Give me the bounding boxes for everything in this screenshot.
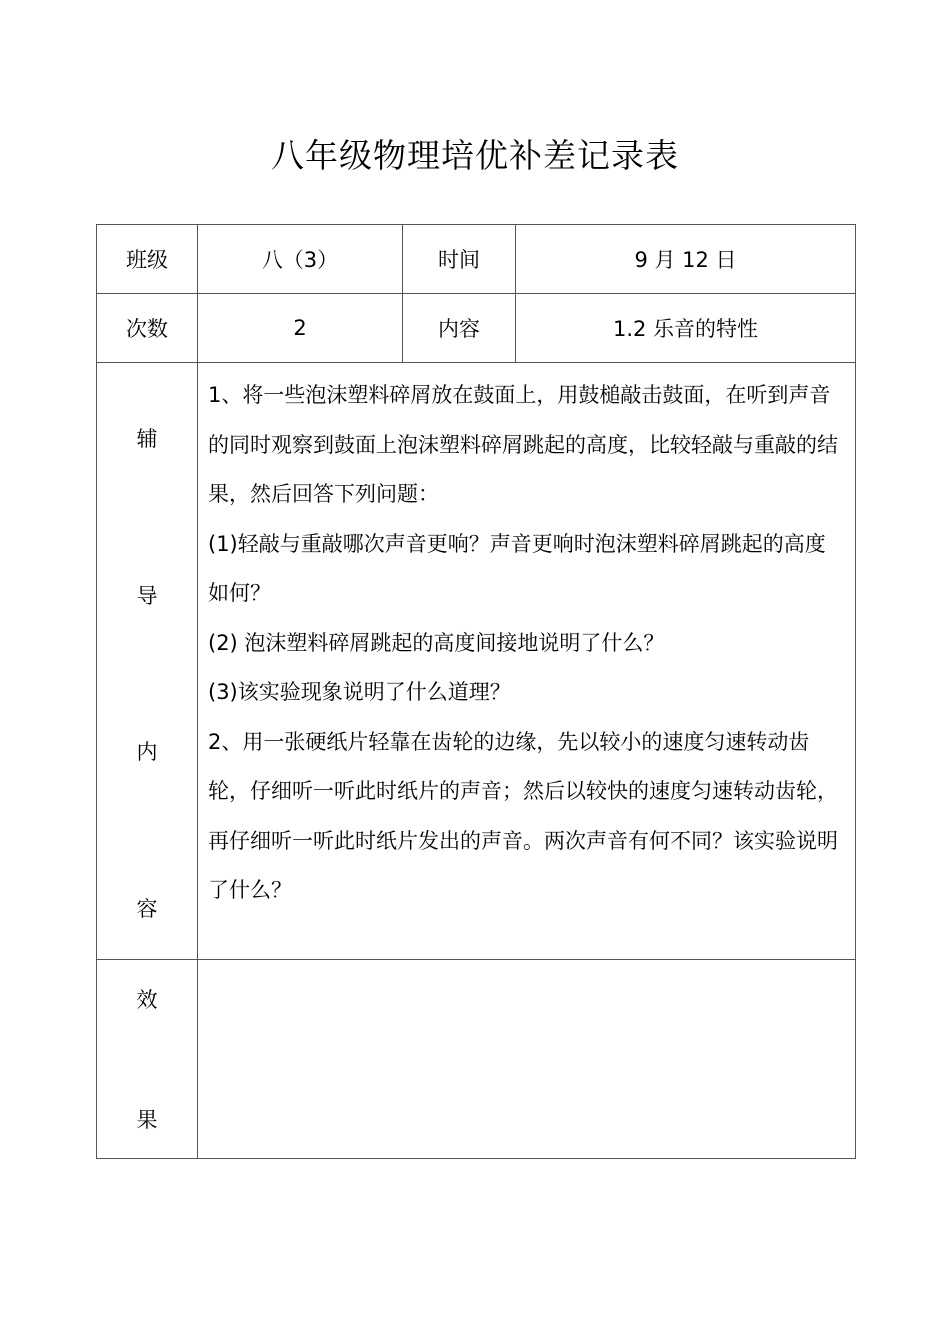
- page-title: 八年级物理培优补差记录表: [271, 136, 679, 175]
- table-row: [97, 960, 856, 1159]
- aux-paragraph: (3)该实验现象说明了什么道理？: [208, 680, 511, 704]
- count-label: 次数: [97, 294, 198, 363]
- class-label: 班级: [97, 225, 198, 294]
- time-label: 时间: [403, 225, 516, 294]
- class-value: 八（3）: [198, 225, 403, 294]
- aux-paragraph: 2、用一张硬纸片轻靠在齿轮的边缘，先以较小的速度匀速转动齿轮，仔细听一听此时纸片的声音；然后以较快的速度匀速转动齿轮，再仔细听一听此时纸片发出的声音。两次声音有何不同？该实验说明了什么？: [208, 729, 838, 902]
- effect-label: [97, 984, 197, 1134]
- effect-label-char: 果: [136, 1108, 158, 1132]
- effect-value-cell: [198, 960, 856, 1159]
- table-row: [97, 294, 856, 363]
- table-row: [97, 225, 856, 294]
- aux-paragraph: (1)轻敲与重敲哪次声音更响？声音更响时泡沫塑料碎屑跳起的高度如何？: [208, 531, 826, 605]
- aux-label-cell: [97, 363, 198, 960]
- aux-content-cell: [198, 363, 856, 960]
- count-value: 2: [198, 294, 403, 363]
- aux-paragraph: 1、将一些泡沫塑料碎屑放在鼓面上，用鼓槌敲击鼓面，在听到声音的同时观察到鼓面上泡沫塑料碎屑跳起的高度，比较轻敲与重敲的结果，然后回答下列问题：: [208, 383, 838, 506]
- content-value: 1.2 乐音的特性: [516, 294, 856, 363]
- effect-label-char: 效: [136, 988, 158, 1012]
- aux-label-char: 容: [136, 896, 158, 921]
- aux-content: [198, 363, 855, 916]
- aux-label: [97, 363, 197, 923]
- aux-label-char: 辅: [136, 427, 158, 451]
- content-label: 内容: [403, 294, 516, 363]
- table-row: [97, 363, 856, 960]
- aux-label-char: 内: [136, 740, 158, 765]
- aux-label-char: 导: [136, 583, 158, 608]
- time-value: 9 月 12 日: [516, 225, 856, 294]
- aux-paragraph: (2) 泡沫塑料碎屑跳起的高度间接地说明了什么？: [208, 630, 665, 655]
- effect-label-cell: [97, 960, 198, 1159]
- record-table: [96, 224, 856, 1159]
